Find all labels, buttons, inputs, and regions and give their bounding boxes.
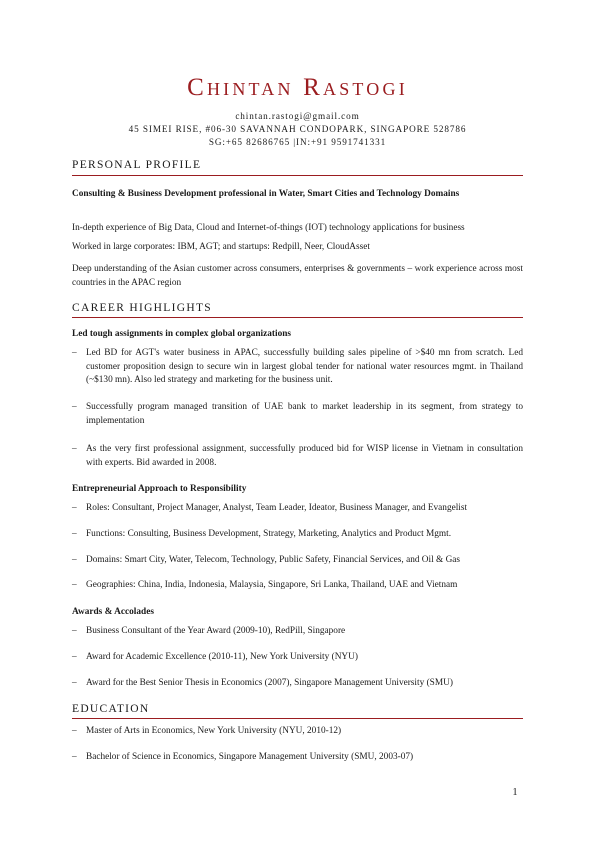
page-number: 1 <box>512 787 518 798</box>
candidate-name: Chintan Rastogi <box>187 74 408 101</box>
profile-headline: Consulting & Business Development professional in Water, Smart Cities and Technology Domains <box>72 189 460 199</box>
list-item <box>72 677 523 691</box>
profile-line: Deep understanding of the Asian customer across consumers, enterprises & governments – work experience across most countries in the APAC region <box>72 264 523 288</box>
section-divider <box>72 317 523 318</box>
list-item-text: Business Consultant of the Year Award (2009-10), RedPill, Singapore <box>86 626 346 636</box>
list-item-text: Successfully program managed transition of UAE bank to market leadership in its segment, from strategy to implementation <box>86 402 523 426</box>
subheading-entrepreneurial: Entrepreneurial Approach to Responsibility <box>72 484 247 494</box>
section-title-education: EDUCATION <box>72 703 150 715</box>
bullet-dash: – <box>72 652 77 662</box>
list-item-text: Led BD for AGT's water business in APAC, successfully building sales pipeline of >$40 mn from scratch. Led customer proposition design to secure win in largest global tender for national water resources mgmt. in Thailand (~$130 mn). Also led strategy and marketing for the business unit. <box>86 348 523 385</box>
profile-line: Worked in large corporates: IBM, AGT; and startups: Redpill, Neer, CloudAsset <box>72 242 370 252</box>
bullet-dash: – <box>72 580 77 590</box>
list-item-text: Roles: Consultant, Project Manager, Analyst, Team Leader, Ideator, Business Manager, and Evangelist <box>86 503 468 513</box>
bullet-dash: – <box>72 529 77 539</box>
bullet-dash: – <box>72 444 77 454</box>
section-divider <box>72 175 523 176</box>
list-item-text: Domains: Smart City, Water, Telecom, Technology, Public Safety, Financial Services, and Oil & Gas <box>86 555 461 565</box>
list-item <box>72 347 523 388</box>
bullet-dash: – <box>72 348 77 358</box>
bullet-dash: – <box>72 626 77 636</box>
list-item <box>72 579 523 593</box>
address-line: 45 SIMEI RISE, #06-30 SAVANNAH CONDOPARK, SINGAPORE 528786 <box>128 124 467 134</box>
bullet-dash: – <box>72 402 77 412</box>
email-line: chintan.rastogi@gmail.com <box>235 111 360 121</box>
list-item-text: Bachelor of Science in Economics, Singapore Management University (SMU, 2003-07) <box>86 752 414 762</box>
list-item <box>72 625 523 639</box>
list-item <box>72 554 523 568</box>
subheading-assignments: Led tough assignments in complex global organizations <box>72 329 292 339</box>
list-item-text: Geographies: China, India, Indonesia, Malaysia, Singapore, Sri Lanka, Thailand, UAE and Vietnam <box>86 580 458 590</box>
list-item <box>72 751 523 765</box>
list-item-text: Award for the Best Senior Thesis in Economics (2007), Singapore Management University (SMU) <box>86 678 453 688</box>
bullet-dash: – <box>72 726 77 736</box>
bullet-dash: – <box>72 752 77 762</box>
list-item <box>72 651 523 665</box>
section-title-profile: PERSONAL PROFILE <box>72 159 202 171</box>
subheading-awards: Awards & Accolades <box>72 607 154 617</box>
list-item-text: Functions: Consulting, Business Development, Strategy, Marketing, Analytics and Product Mgmt. <box>86 529 452 539</box>
list-item-text: As the very first professional assignment, successfully produced bid for WISP license in Vietnam in consultation with experts. Bid awarded in 2008. <box>86 444 523 468</box>
list-item <box>72 502 523 516</box>
phone-line: SG:+65 82686765 |IN:+91 9591741331 <box>208 137 387 147</box>
section-divider <box>72 718 523 719</box>
list-item <box>72 443 523 470</box>
section-title-career: CAREER HIGHLIGHTS <box>72 302 212 314</box>
bullet-dash: – <box>72 555 77 565</box>
list-item-text: Award for Academic Excellence (2010-11), New York University (NYU) <box>86 652 358 662</box>
list-item <box>72 528 523 542</box>
bullet-dash: – <box>72 503 77 513</box>
list-item <box>72 725 523 739</box>
list-item-text: Master of Arts in Economics, New York University (NYU, 2010-12) <box>86 726 342 736</box>
list-item <box>72 401 523 428</box>
profile-line: In-depth experience of Big Data, Cloud and Internet-of-things (IOT) technology applications for business <box>72 223 465 233</box>
bullet-dash: – <box>72 678 77 688</box>
